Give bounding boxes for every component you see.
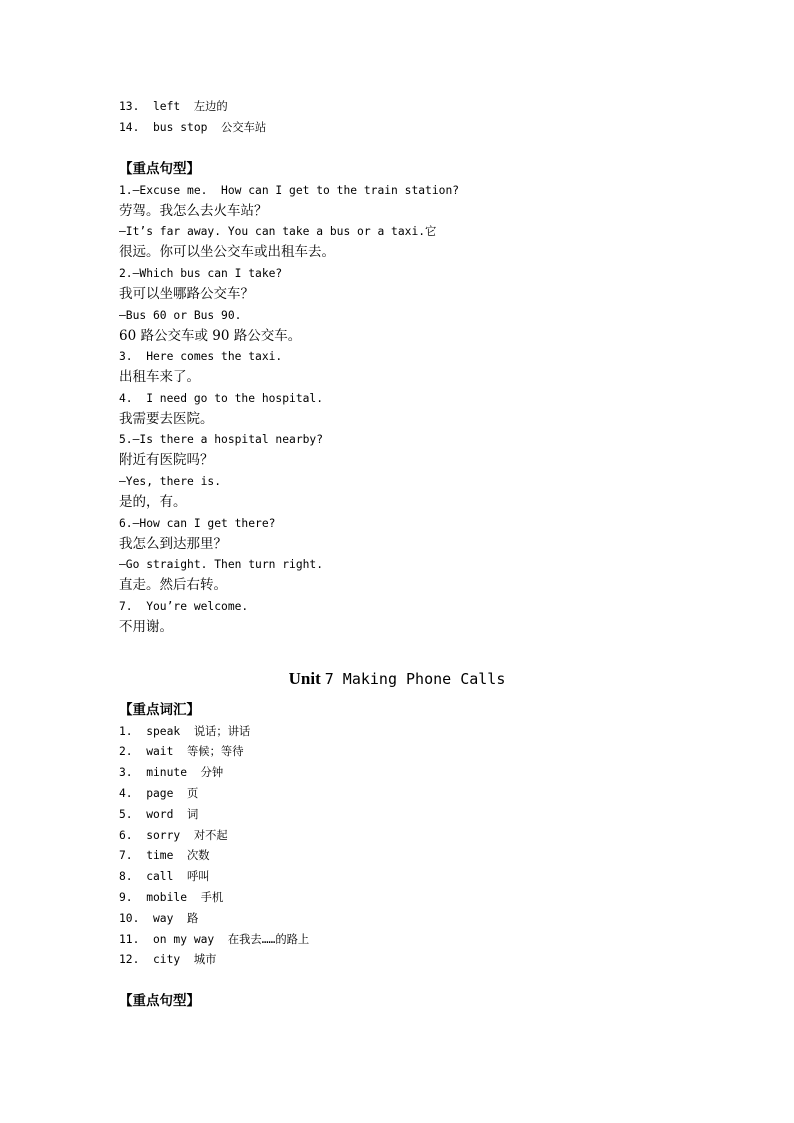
unit-label: Unit: [288, 669, 321, 688]
vocab-item: 3. minute 分钟: [119, 766, 224, 779]
sentence-line: 我怎么到达那里？: [119, 536, 227, 552]
unit-title: [0, 669, 794, 690]
sentence-line: 出租车来了。: [119, 369, 200, 385]
vocab-item: 13. left 左边的: [119, 100, 228, 113]
sentence-line: 7. You’re welcome.: [119, 600, 249, 613]
sentence-line: 2.—Which bus can I take?: [119, 267, 283, 280]
sentence-line: 60 路公交车或 90 路公交车。: [119, 328, 302, 344]
sentence-line: 我需要去医院。: [119, 411, 214, 427]
sentence-line: 4. I need go to the hospital.: [119, 392, 324, 405]
vocab-item: 1. speak 说话；讲话: [119, 725, 251, 738]
vocab-item: 6. sorry 对不起: [119, 829, 228, 842]
vocab-item: 5. word 词: [119, 808, 199, 821]
sentence-line: —Bus 60 or Bus 90.: [119, 309, 242, 322]
vocab-item: 10. way 路: [119, 912, 199, 925]
vocab-item: 4. page 页: [119, 787, 199, 800]
section-heading-vocabulary: 【重点词汇】: [119, 702, 200, 718]
sentence-line: 1.—Excuse me. How can I get to the train station?: [119, 184, 460, 197]
sentence-line: 很远。你可以坐公交车或出租车去。: [119, 244, 335, 260]
vocab-item: 7. time 次数: [119, 849, 210, 862]
sentence-line: 是的，有。: [119, 494, 187, 510]
sentence-line: 3. Here comes the taxi.: [119, 350, 283, 363]
section-heading-sentences: 【重点句型】: [119, 993, 200, 1009]
sentence-line: —Go straight. Then turn right.: [119, 558, 324, 571]
vocab-item: 12. city 城市: [119, 953, 217, 966]
vocab-item: 8. call 呼叫: [119, 870, 210, 883]
sentence-line: 6.—How can I get there?: [119, 517, 276, 530]
sentence-line: —It’s far away. You can take a bus or a taxi.它: [119, 225, 437, 238]
vocab-item: 2. wait 等候；等待: [119, 745, 244, 758]
sentence-line: 5.—Is there a hospital nearby?: [119, 433, 324, 446]
sentence-line: 附近有医院吗？: [119, 452, 214, 468]
sentence-line: 我可以坐哪路公交车？: [119, 286, 254, 302]
vocab-item: 14. bus stop 公交车站: [119, 121, 267, 134]
section-heading-sentences: 【重点句型】: [119, 161, 200, 177]
sentence-line: 劳驾。我怎么去火车站？: [119, 203, 268, 219]
sentence-line: 不用谢。: [119, 619, 173, 635]
vocab-item: 9. mobile 手机: [119, 891, 224, 904]
sentence-line: 直走。然后右转。: [119, 577, 227, 593]
sentence-line: —Yes, there is.: [119, 475, 222, 488]
vocab-item: 11. on my way 在我去……的路上: [119, 933, 310, 946]
unit-title-text: 7 Making Phone Calls: [324, 670, 506, 688]
